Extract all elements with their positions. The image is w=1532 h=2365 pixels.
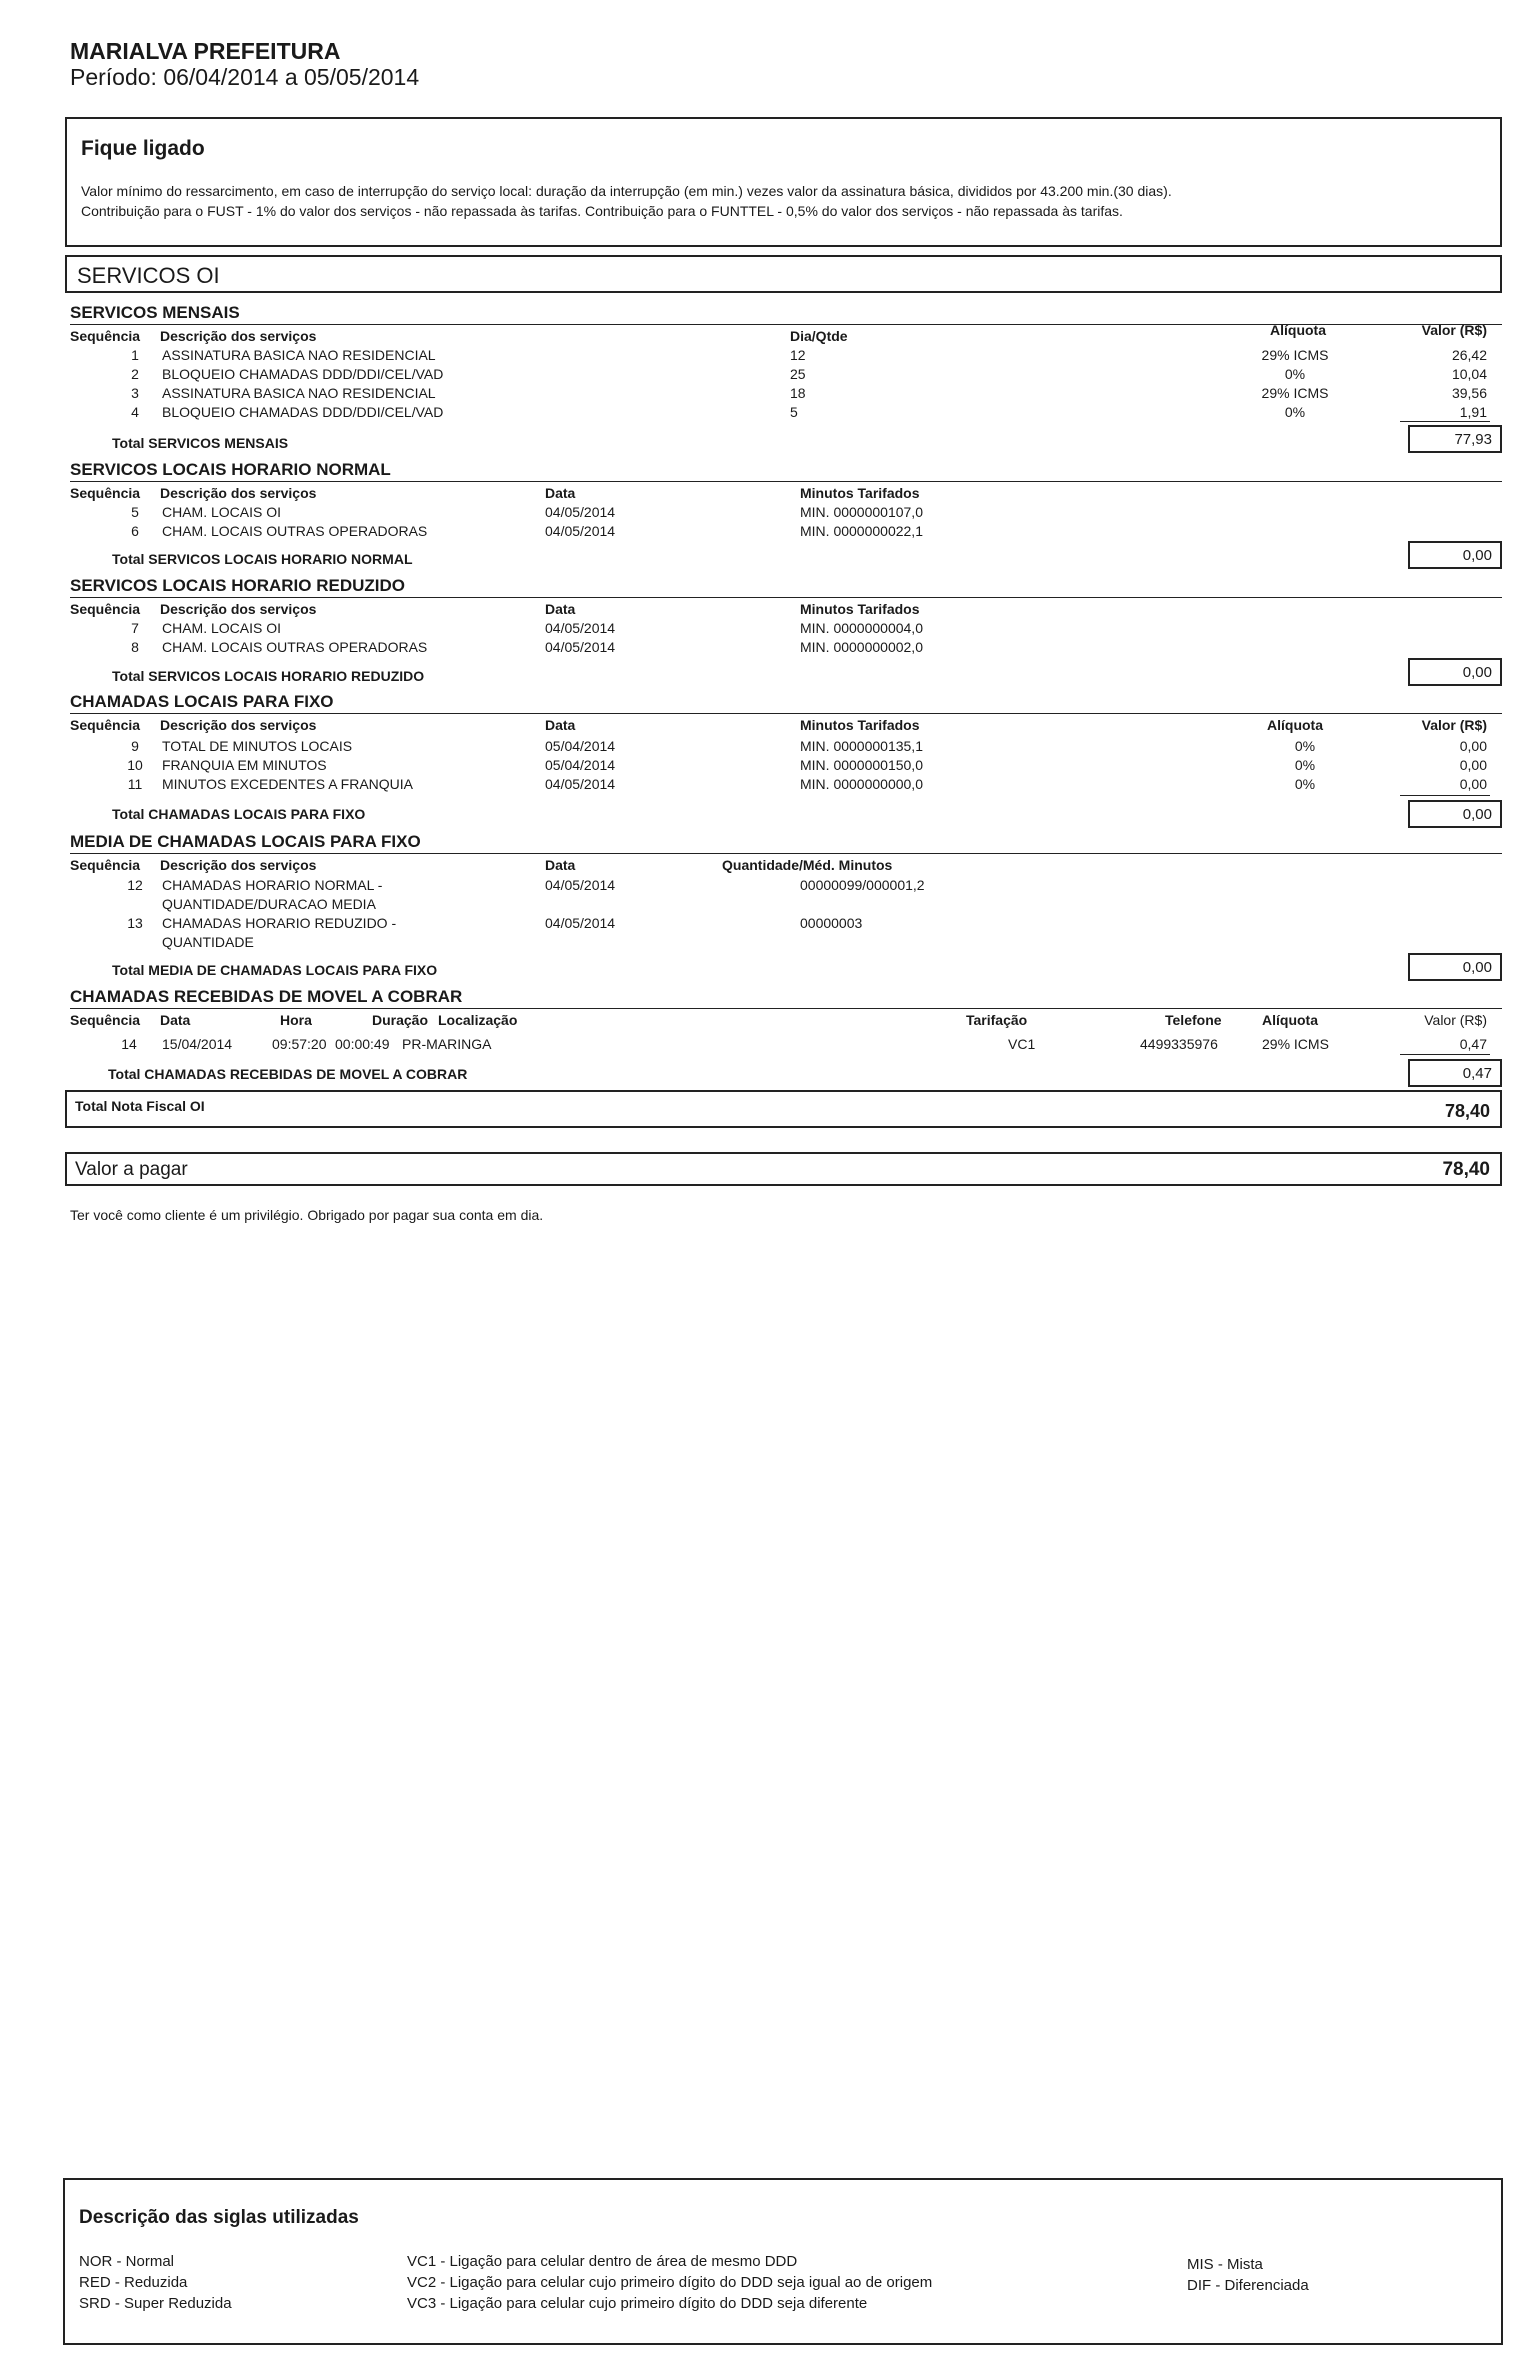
row-seq: 5 [131, 504, 139, 520]
row-minutes: MIN. 0000000000,0 [800, 776, 923, 792]
legend-item: VC3 - Ligação para celular cujo primeiro dígito do DDD seja diferente [407, 2295, 868, 2312]
divider [1400, 421, 1490, 422]
total-value: 77,93 [1454, 431, 1492, 448]
col-header: Alíquota [1267, 717, 1323, 733]
row-seq: 8 [131, 639, 139, 655]
legend-item: VC2 - Ligação para celular cujo primeiro dígito do DDD seja igual ao de origem [407, 2274, 933, 2291]
col-header: Sequência [70, 1012, 141, 1028]
row-aliq: 29% ICMS [1262, 1036, 1329, 1052]
row-seq: 4 [131, 404, 139, 420]
row-time: 09:57:20 [272, 1036, 327, 1052]
total-label: Total SERVICOS LOCAIS HORARIO NORMAL [112, 551, 413, 567]
row-aliq: 0% [1284, 366, 1306, 382]
section-title: SERVICOS LOCAIS HORARIO NORMAL [70, 460, 391, 479]
row-desc: CHAM. LOCAIS OUTRAS OPERADORAS [162, 639, 428, 655]
total-label: Total CHAMADAS LOCAIS PARA FIXO [112, 806, 366, 822]
col-header: Localização [438, 1012, 518, 1028]
row-desc: QUANTIDADE/DURACAO MEDIA [162, 896, 376, 912]
row-valor: 39,56 [1451, 385, 1487, 401]
customer-name: MARIALVA PREFEITURA [70, 38, 341, 64]
legend-item: MIS - Mista [1187, 2256, 1263, 2273]
legend-title: Descrição das siglas utilizadas [79, 2207, 359, 2228]
row-valor: 0,47 [1459, 1036, 1487, 1052]
row-aliq: 0% [1294, 776, 1316, 792]
col-header: Hora [280, 1012, 312, 1028]
col-header: Sequência [70, 857, 141, 873]
row-desc: ASSINATURA BASICA NAO RESIDENCIAL [162, 385, 436, 401]
row-desc: FRANQUIA EM MINUTOS [162, 757, 327, 773]
total-value: 0,00 [1462, 959, 1492, 976]
divider [1400, 795, 1490, 796]
row-seq: 6 [131, 523, 139, 539]
row-minutes: MIN. 0000000107,0 [800, 504, 923, 520]
row-seq: 9 [131, 738, 139, 754]
row-aliq: 29% ICMS [1261, 347, 1329, 363]
col-header: Minutos Tarifados [800, 601, 920, 617]
row-desc: CHAMADAS HORARIO NORMAL - [162, 877, 383, 893]
total-value: 0,00 [1462, 547, 1492, 564]
col-header: Alíquota [1262, 1012, 1318, 1028]
row-minutes: MIN. 0000000004,0 [800, 620, 923, 636]
total-label: Total SERVICOS LOCAIS HORARIO REDUZIDO [112, 668, 425, 684]
row-seq: 13 [127, 915, 143, 931]
total-value-box [1408, 425, 1502, 453]
row-qtd: 00000003 [800, 915, 863, 931]
total-value: 0,00 [1462, 806, 1492, 823]
section-title: CHAMADAS RECEBIDAS DE MOVEL A COBRAR [70, 987, 463, 1006]
invoice-total-box [65, 1090, 1502, 1128]
col-header: Minutos Tarifados [800, 485, 920, 501]
col-header: Data [545, 717, 576, 733]
row-date: 04/05/2014 [545, 915, 616, 931]
col-header: Dia/Qtde [790, 328, 848, 344]
col-header: Sequência [70, 328, 141, 344]
notice-box [65, 117, 1502, 247]
col-header: Valor (R$) [1421, 322, 1487, 338]
col-header: Descrição dos serviços [160, 857, 317, 873]
total-value-box [1408, 953, 1502, 981]
row-date: 04/05/2014 [545, 620, 616, 636]
thank-you-message: Ter você como cliente é um privilégio. Obrigado por pagar sua conta em dia. [70, 1207, 544, 1223]
row-desc: BLOQUEIO CHAMADAS DDD/DDI/CEL/VAD [162, 404, 444, 420]
total-value-box [1408, 658, 1502, 686]
total-label: Total MEDIA DE CHAMADAS LOCAIS PARA FIXO [112, 962, 438, 978]
col-header: Descrição dos serviços [160, 328, 317, 344]
row-seq: 14 [121, 1036, 137, 1052]
col-header: Valor (R$) [1421, 717, 1487, 733]
col-header: Tarifação [966, 1012, 1028, 1028]
col-header: Sequência [70, 485, 141, 501]
col-header: Quantidade/Méd. Minutos [722, 857, 893, 873]
col-header: Descrição dos serviços [160, 485, 317, 501]
row-desc: MINUTOS EXCEDENTES A FRANQUIA [162, 776, 414, 792]
row-desc: CHAMADAS HORARIO REDUZIDO - [162, 915, 397, 931]
row-aliq: 0% [1294, 757, 1316, 773]
row-date: 04/05/2014 [545, 639, 616, 655]
row-duration: 00:00:49 [335, 1036, 390, 1052]
row-aliq: 29% ICMS [1261, 385, 1329, 401]
col-header: Data [160, 1012, 191, 1028]
row-valor: 0,00 [1459, 757, 1487, 773]
col-header: Telefone [1165, 1012, 1222, 1028]
row-date: 04/05/2014 [545, 504, 616, 520]
row-minutes: MIN. 0000000022,1 [800, 523, 923, 539]
row-date: 05/04/2014 [545, 757, 616, 773]
section-title: CHAMADAS LOCAIS PARA FIXO [70, 692, 334, 711]
col-header: Minutos Tarifados [800, 717, 920, 733]
services-title: SERVICOS OI [77, 263, 220, 288]
legend-item: DIF - Diferenciada [1187, 2277, 1309, 2294]
row-aliq: 0% [1294, 738, 1316, 754]
total-value: 0,00 [1462, 664, 1492, 681]
row-valor: 0,00 [1459, 776, 1487, 792]
col-header: Data [545, 601, 576, 617]
abbreviations-legend [63, 2178, 1503, 2345]
row-seq: 11 [127, 776, 143, 792]
total-label: Total CHAMADAS RECEBIDAS DE MOVEL A COBRAR [108, 1066, 468, 1082]
total-value-box [1408, 541, 1502, 569]
notice-line: Contribuição para o FUST - 1% do valor dos serviços - não repassada às tarifas. Contribuição para o FUNTTEL - 0,5% do valor dos serviços - não repassada às tarifas. [81, 203, 1123, 219]
row-tarif: VC1 [1008, 1036, 1036, 1052]
row-date: 04/05/2014 [545, 776, 616, 792]
row-date: 04/05/2014 [545, 877, 616, 893]
row-desc: BLOQUEIO CHAMADAS DDD/DDI/CEL/VAD [162, 366, 444, 382]
row-minutes: MIN. 0000000002,0 [800, 639, 923, 655]
row-valor: 10,04 [1451, 366, 1487, 382]
row-seq: 12 [127, 877, 143, 893]
amount-due-value: 78,40 [1442, 1159, 1490, 1180]
total-label: Total SERVICOS MENSAIS [112, 435, 289, 451]
divider [70, 853, 1502, 854]
divider [70, 1008, 1502, 1009]
amount-due-label: Valor a pagar [75, 1159, 188, 1180]
total-value-box [1408, 1059, 1502, 1087]
row-seq: 7 [131, 620, 139, 636]
amount-due-box [65, 1152, 1502, 1186]
divider [70, 713, 1502, 714]
row-minutes: MIN. 0000000150,0 [800, 757, 923, 773]
divider [70, 597, 1502, 598]
col-header: Valor (R$) [1424, 1012, 1487, 1028]
row-seq: 10 [127, 757, 143, 773]
row-date: 05/04/2014 [545, 738, 616, 754]
row-desc: TOTAL DE MINUTOS LOCAIS [162, 738, 353, 754]
col-header: Alíquota [1270, 322, 1326, 338]
col-header: Duração [372, 1012, 429, 1028]
row-desc: CHAM. LOCAIS OI [162, 504, 282, 520]
invoice-total-label: Total Nota Fiscal OI [75, 1098, 205, 1114]
row-desc: QUANTIDADE [162, 934, 254, 950]
divider [1400, 1054, 1490, 1055]
legend-item: NOR - Normal [79, 2253, 175, 2270]
row-minutes: MIN. 0000000135,1 [800, 738, 923, 754]
legend-item: VC1 - Ligação para celular dentro de área de mesmo DDD [407, 2253, 798, 2270]
legend-item: RED - Reduzida [79, 2274, 188, 2291]
invoice-total-value: 78,40 [1444, 1101, 1490, 1121]
row-seq: 2 [131, 366, 139, 382]
col-header: Data [545, 857, 576, 873]
row-phone: 4499335976 [1140, 1036, 1218, 1052]
row-date: 04/05/2014 [545, 523, 616, 539]
section-title: SERVICOS LOCAIS HORARIO REDUZIDO [70, 576, 405, 595]
row-desc: ASSINATURA BASICA NAO RESIDENCIAL [162, 347, 436, 363]
notice-line: Valor mínimo do ressarcimento, em caso de interrupção do serviço local: duração da interrupção (em min.) vezes valor da assinatura básica, divididos por 43.200 min.(30 dias). [81, 183, 1172, 199]
row-qtd: 12 [790, 347, 806, 363]
row-date: 15/04/2014 [162, 1036, 233, 1052]
section-title: MEDIA DE CHAMADAS LOCAIS PARA FIXO [70, 832, 421, 851]
legend-item: SRD - Super Reduzida [79, 2295, 232, 2312]
col-header: Sequência [70, 601, 141, 617]
row-qtd: 25 [790, 366, 806, 382]
row-location: PR-MARINGA [402, 1036, 492, 1052]
billing-period: Período: 06/04/2014 a 05/05/2014 [70, 64, 420, 90]
section-title: SERVICOS MENSAIS [70, 303, 240, 322]
total-value: 0,47 [1462, 1065, 1492, 1082]
notice-title: Fique ligado [81, 137, 205, 160]
row-valor: 0,00 [1459, 738, 1487, 754]
row-qtd: 5 [790, 404, 798, 420]
divider [70, 481, 1502, 482]
row-qtd: 18 [790, 385, 806, 401]
col-header: Sequência [70, 717, 141, 733]
row-desc: CHAM. LOCAIS OI [162, 620, 282, 636]
total-value-box [1408, 800, 1502, 828]
col-header: Descrição dos serviços [160, 601, 317, 617]
row-desc: CHAM. LOCAIS OUTRAS OPERADORAS [162, 523, 428, 539]
row-seq: 1 [131, 347, 139, 363]
row-seq: 3 [131, 385, 139, 401]
services-title-box [65, 255, 1502, 293]
row-valor: 1,91 [1459, 404, 1487, 420]
row-aliq: 0% [1284, 404, 1306, 420]
col-header: Descrição dos serviços [160, 717, 317, 733]
col-header: Data [545, 485, 576, 501]
row-valor: 26,42 [1451, 347, 1487, 363]
row-qtd: 00000099/000001,2 [800, 877, 925, 893]
